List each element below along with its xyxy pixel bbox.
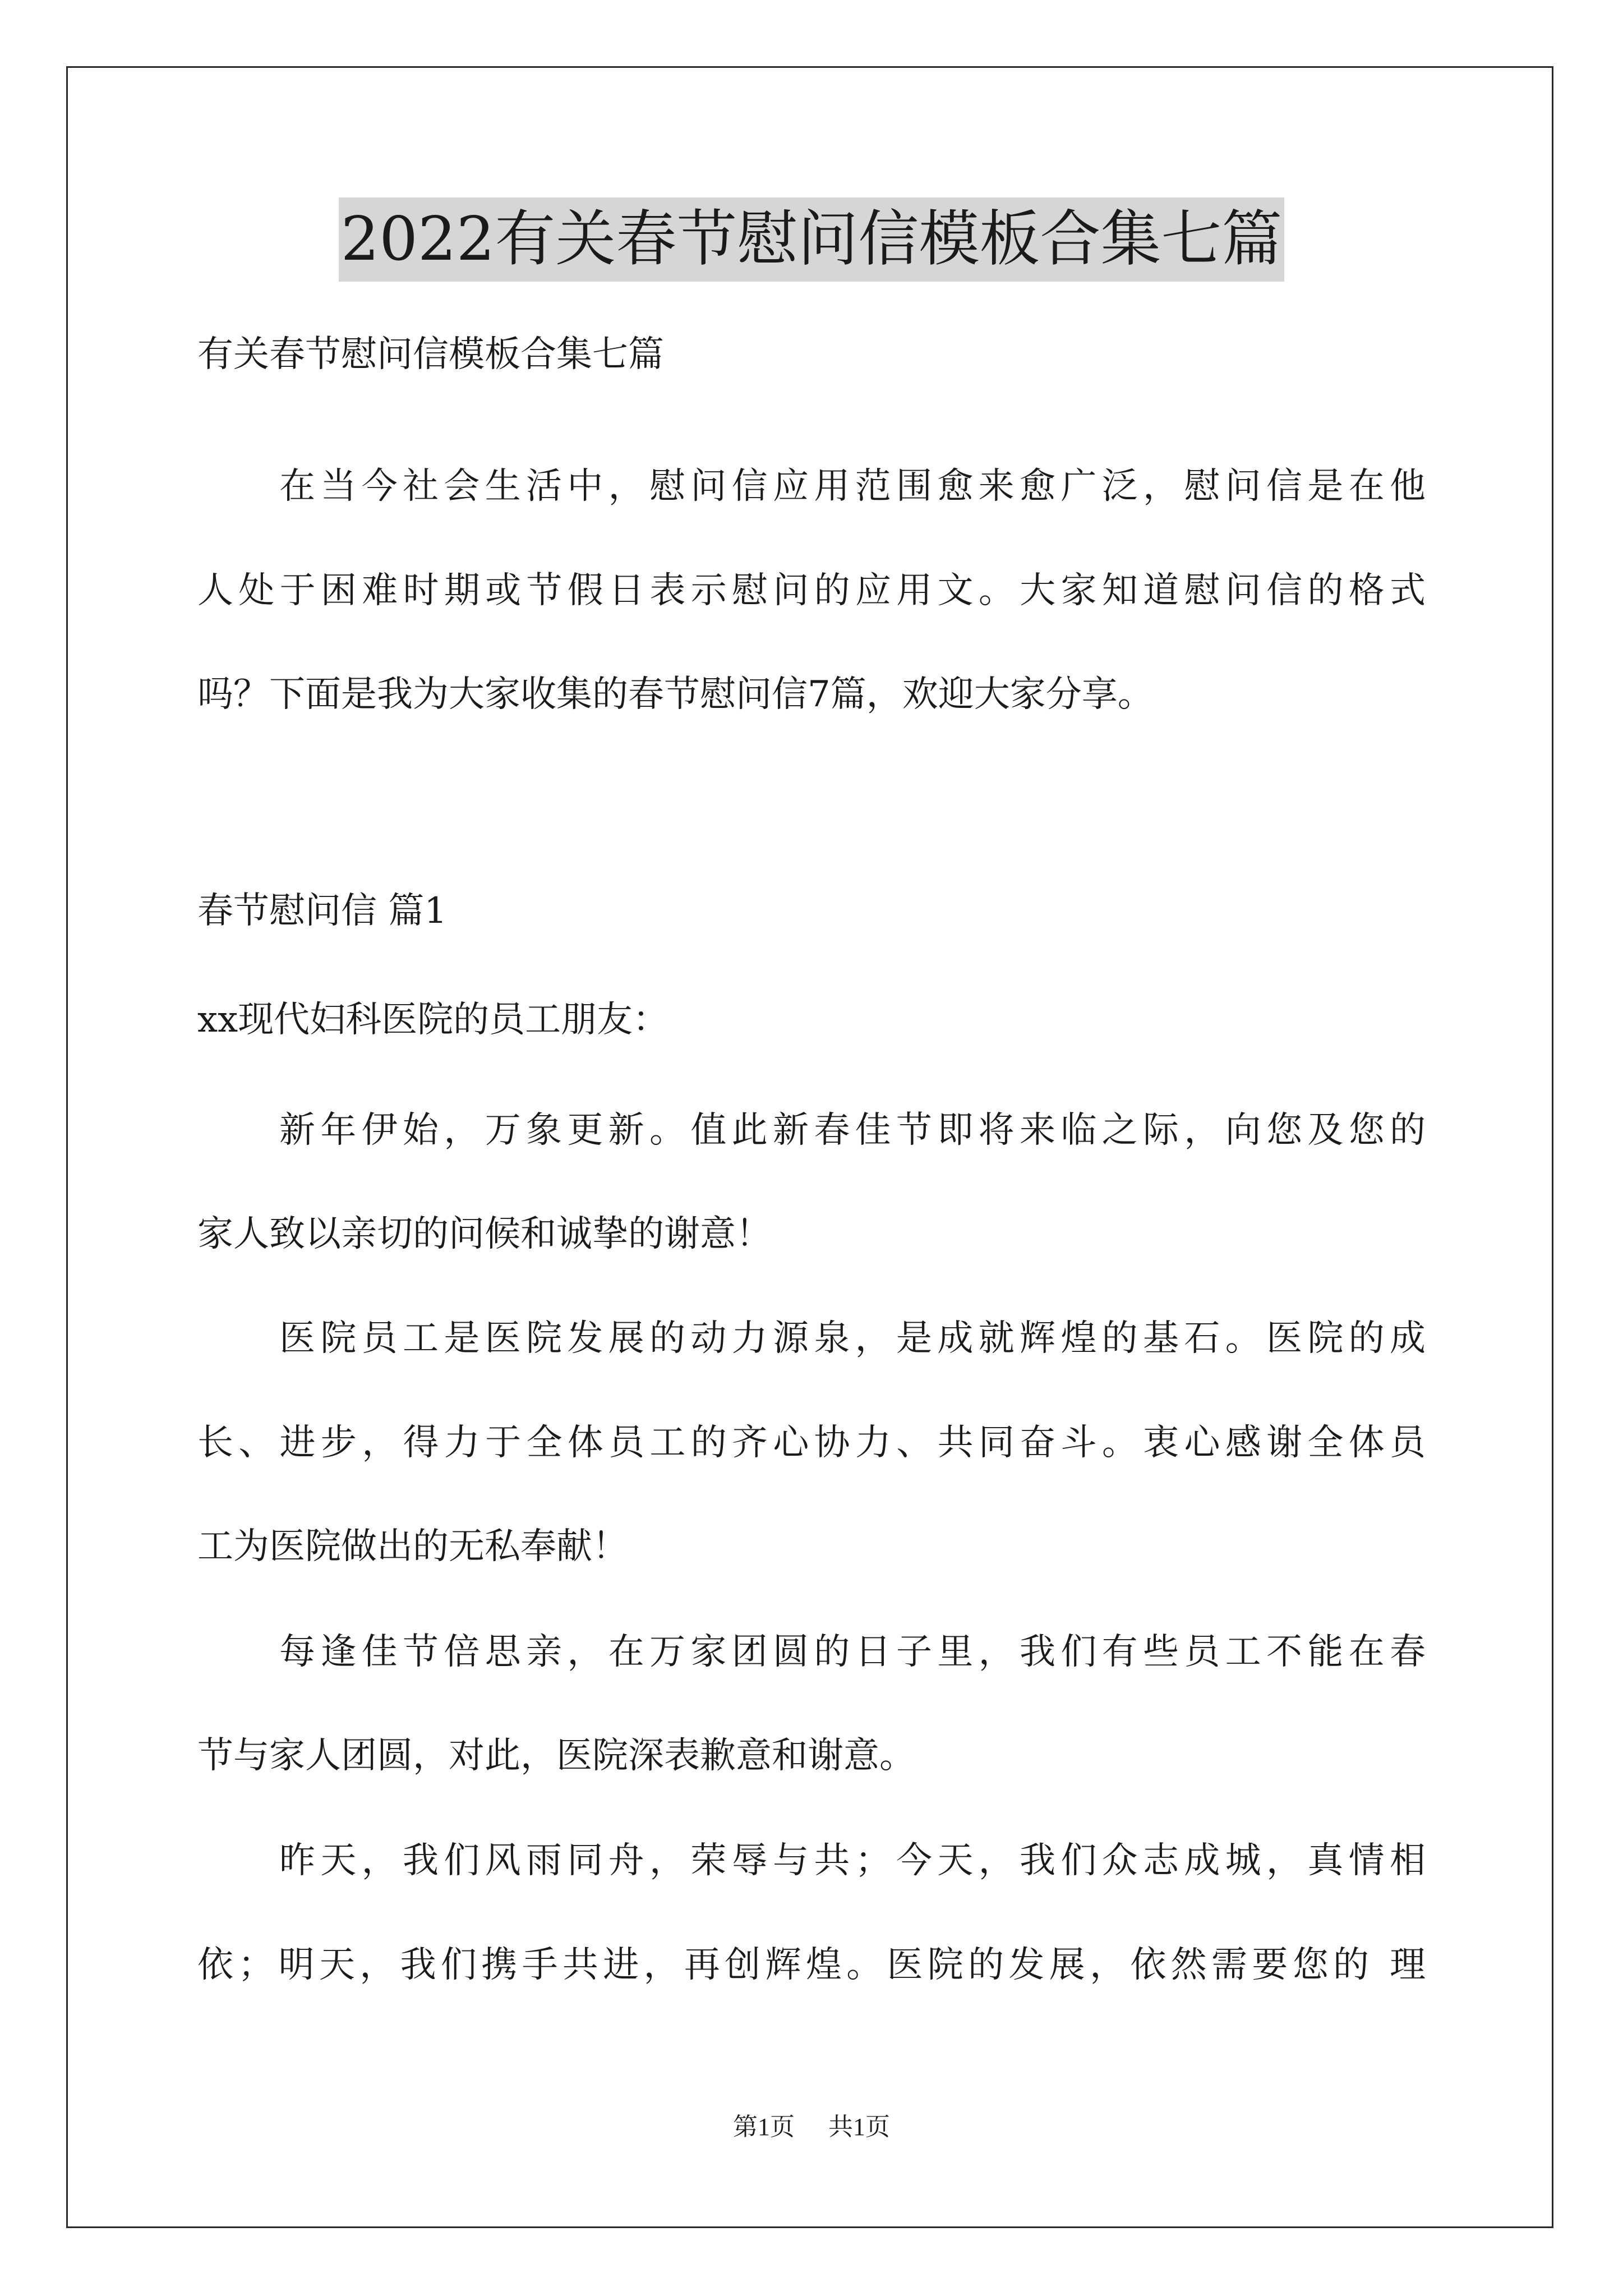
paragraph-1-line-1: 新年伊始，万象更新。值此新春佳节即将来临之际，向您及您的	[279, 1110, 1426, 1151]
letter-salutation: xx现代妇科医院的员工朋友：	[197, 999, 669, 1041]
section-heading: 春节慰问信 篇1	[197, 890, 448, 932]
paragraph-3-line-2: 节与家人团圆，对此，医院深表歉意和谢意。	[197, 1735, 915, 1777]
paragraph-2-line-3: 工为医院做出的无私奉献！	[197, 1526, 628, 1567]
paragraph-1-line-2: 家人致以亲切的问候和诚挚的谢意！	[197, 1213, 772, 1255]
document-subtitle: 有关春节慰问信模板合集七篇	[197, 334, 664, 375]
paragraph-2-line-1: 医院员工是医院发展的动力源泉，是成就辉煌的基石。医院的成	[279, 1318, 1426, 1359]
intro-line-2: 人处于困难时期或节假日表示慰问的应用文。大家知道慰问信的格式	[197, 570, 1426, 611]
paragraph-4-line-2: 依；明天，我们携手共进，再创辉煌。医院的发展，依然需要您的 理	[197, 1944, 1426, 1986]
page-number-total: 共1页	[828, 2113, 890, 2141]
intro-line-3: 吗？下面是我为大家收集的春节慰问信7篇，欢迎大家分享。	[197, 674, 1154, 715]
paragraph-3-line-1: 每逢佳节倍思亲，在万家团圆的日子里，我们有些员工不能在春	[279, 1631, 1426, 1673]
document-title-text: 2022有关春节慰问信模板合集七篇	[339, 197, 1285, 282]
paragraph-2-line-2: 长、进步，得力于全体员工的齐心协力、共同奋斗。衷心感谢全体员	[197, 1422, 1426, 1464]
document-title	[0, 197, 1623, 282]
intro-line-1: 在当今社会生活中，慰问信应用范围愈来愈广泛，慰问信是在他	[279, 466, 1426, 507]
paragraph-4-line-1: 昨天，我们风雨同舟，荣辱与共；今天，我们众志成城，真情相	[279, 1840, 1426, 1881]
page-number-current: 第1页	[733, 2113, 795, 2141]
page-footer	[0, 2110, 1623, 2144]
